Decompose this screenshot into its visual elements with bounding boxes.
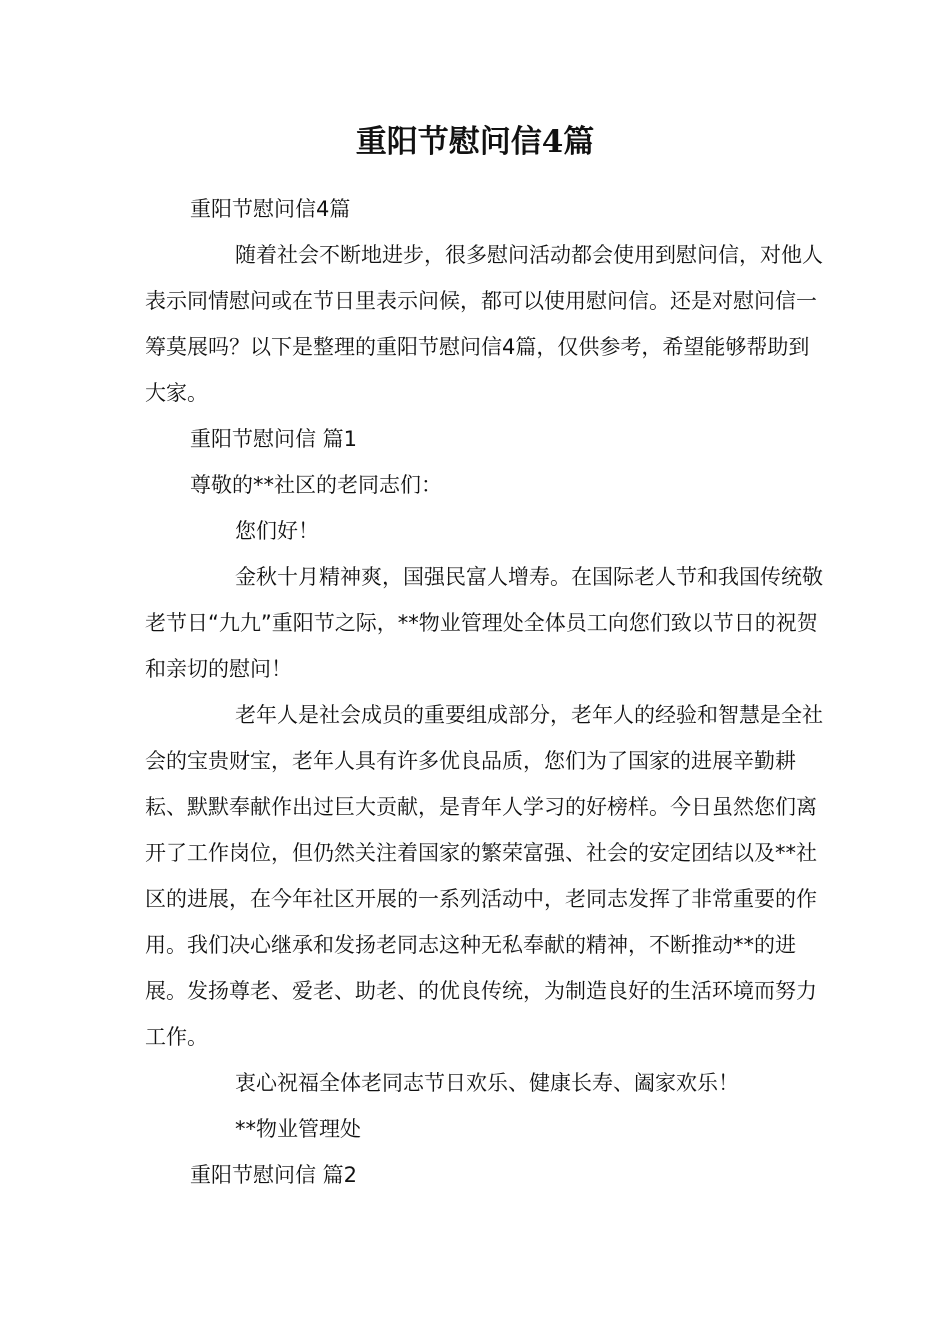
section-heading-1: 重阳节慰问信 篇1 [190,427,358,451]
subtitle-paragraph: 重阳节慰问信4篇 [190,197,351,221]
document-title: 重阳节慰问信4篇 [355,124,595,160]
letter-paragraph: 老年人是社会成员的重要组成部分，老年人的经验和智慧是全社会的宝贵财宝，老年人具有许多优良品质，您们为了国家的进展辛勤耕耘、默默奉献作出过巨大贡献，是青年人学习的好榜样。今日虽然您们离开了工作岗位，但仍然关注着国家的繁荣富强、社会的安定团结以及**社区的进展，在今年社区开展的一系列活动中，老同志发挥了非常重要的作用。我们决心继承和发扬老同志这种无私奉献的精神，不断推动**的进展。发扬尊老、爱老、助老、的优良传统，为制造良好的生活环境而努力工作。 [145,703,823,1049]
signature: **物业管理处 [235,1117,361,1141]
intro-paragraph: 随着社会不断地进步，很多慰问活动都会使用到慰问信，对他人表示同情慰问或在节日里表示问候，都可以使用慰问信。还是对慰问信一筹莫展吗？以下是整理的重阳节慰问信4篇，仅供参考，希望能够帮助到大家。 [145,243,823,405]
section-heading-2: 重阳节慰问信 篇2 [190,1163,358,1187]
greeting: 您们好！ [235,519,319,543]
salutation: 尊敬的**社区的老同志们： [190,473,442,497]
closing-wish: 衷心祝福全体老同志节日欢乐、健康长寿、阖家欢乐！ [235,1071,739,1095]
letter-paragraph: 金秋十月精神爽，国强民富人增寿。在国际老人节和我国传统敬老节日“九九”重阳节之际，**物业管理处全体员工向您们致以节日的祝贺和亲切的慰问！ [145,565,823,681]
document-body [145,186,825,1198]
